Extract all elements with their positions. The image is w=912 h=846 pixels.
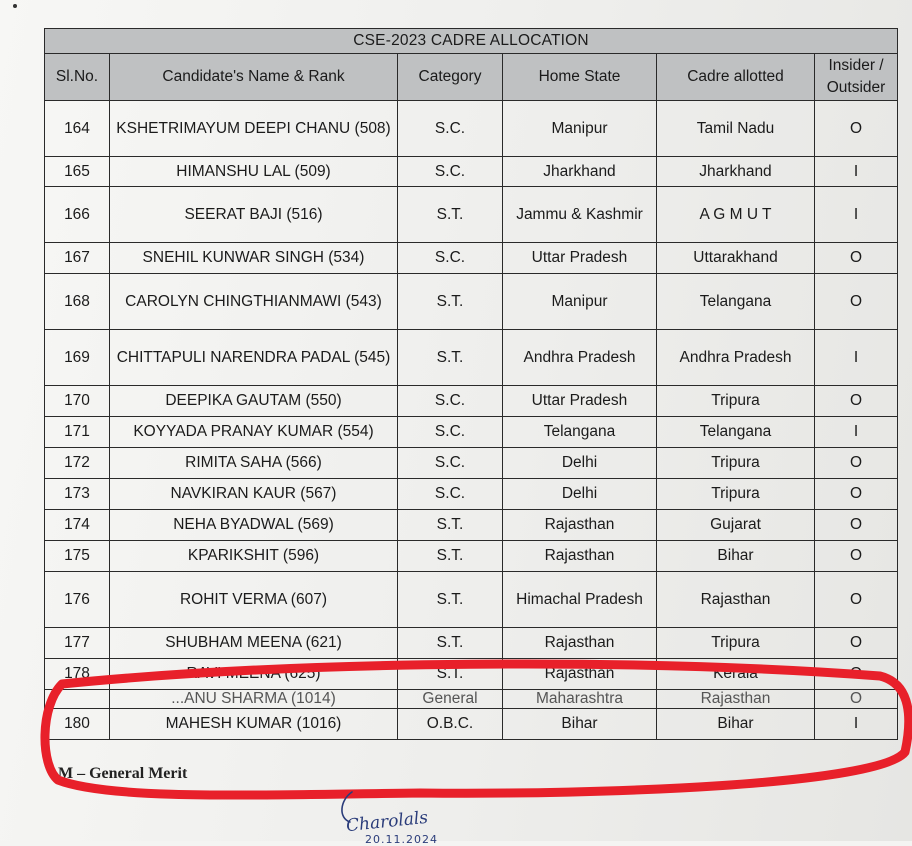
table-title: CSE-2023 CADRE ALLOCATION bbox=[45, 29, 898, 54]
cell-home-state: Rajasthan bbox=[503, 628, 657, 659]
cell-candidate: KSHETRIMAYUM DEEPI CHANU (508) bbox=[110, 101, 398, 157]
cell-cadre: Tripura bbox=[657, 448, 815, 479]
scan-mark bbox=[13, 4, 17, 8]
cell-category: General bbox=[398, 690, 503, 709]
cell-category: S.T. bbox=[398, 572, 503, 628]
cell-candidate: MAHESH KUMAR (1016) bbox=[110, 709, 398, 740]
cell-insider-outsider: O bbox=[815, 479, 898, 510]
cell-candidate: NAVKIRAN KAUR (567) bbox=[110, 479, 398, 510]
table-row-partially-obscured bbox=[45, 690, 898, 709]
cell-candidate: SEERAT BAJI (516) bbox=[110, 187, 398, 243]
cell-cadre: Tamil Nadu bbox=[657, 101, 815, 157]
cell-candidate: HIMANSHU LAL (509) bbox=[110, 157, 398, 187]
cell-insider-outsider: O bbox=[815, 510, 898, 541]
table-row bbox=[45, 187, 898, 243]
cell-sl-no: 180 bbox=[45, 709, 110, 740]
cell-insider-outsider: O bbox=[815, 274, 898, 330]
cell-cadre: Andhra Pradesh bbox=[657, 330, 815, 386]
cell-insider-outsider: I bbox=[815, 709, 898, 740]
cell-category: S.T. bbox=[398, 330, 503, 386]
cell-candidate: KOYYADA PRANAY KUMAR (554) bbox=[110, 417, 398, 448]
footer-note: M – General Merit bbox=[58, 765, 188, 782]
cell-home-state: Rajasthan bbox=[503, 659, 657, 690]
cell-home-state: Jammu & Kashmir bbox=[503, 187, 657, 243]
cell-candidate: CHITTAPULI NARENDRA PADAL (545) bbox=[110, 330, 398, 386]
cell-cadre: Telangana bbox=[657, 417, 815, 448]
cell-sl-no: 177 bbox=[45, 628, 110, 659]
cell-insider-outsider: O bbox=[815, 690, 898, 709]
cell-category: O.B.C. bbox=[398, 709, 503, 740]
table-row bbox=[45, 417, 898, 448]
cell-insider-outsider: O bbox=[815, 386, 898, 417]
header-sl-no: Sl.No. bbox=[45, 54, 110, 101]
cell-cadre: Uttarakhand bbox=[657, 243, 815, 274]
cell-sl-no: 167 bbox=[45, 243, 110, 274]
cell-category: S.C. bbox=[398, 386, 503, 417]
cell-home-state: Rajasthan bbox=[503, 541, 657, 572]
cell-sl-no: 169 bbox=[45, 330, 110, 386]
cell-cadre: Tripura bbox=[657, 386, 815, 417]
header-insider-outsider: Insider / Outsider bbox=[815, 54, 898, 101]
cell-home-state: Manipur bbox=[503, 101, 657, 157]
cell-insider-outsider: O bbox=[815, 243, 898, 274]
table-row bbox=[45, 330, 898, 386]
cell-home-state: Andhra Pradesh bbox=[503, 330, 657, 386]
cell-category: S.T. bbox=[398, 274, 503, 330]
cell-cadre: Jharkhand bbox=[657, 157, 815, 187]
cell-sl-no: 173 bbox=[45, 479, 110, 510]
cell-home-state: Himachal Pradesh bbox=[503, 572, 657, 628]
table-row bbox=[45, 572, 898, 628]
cell-category: S.C. bbox=[398, 448, 503, 479]
cell-category: S.C. bbox=[398, 417, 503, 448]
header-cadre-allotted: Cadre allotted bbox=[657, 54, 815, 101]
cell-candidate: ROHIT VERMA (607) bbox=[110, 572, 398, 628]
cell-sl-no: 168 bbox=[45, 274, 110, 330]
table-row bbox=[45, 101, 898, 157]
signature: Charolals bbox=[345, 807, 430, 837]
cell-candidate: ...ANU SHARMA (1014) bbox=[110, 690, 398, 709]
cell-insider-outsider: O bbox=[815, 101, 898, 157]
cell-category: S.C. bbox=[398, 479, 503, 510]
cell-cadre: A G M U T bbox=[657, 187, 815, 243]
cell-category: S.C. bbox=[398, 243, 503, 274]
cell-cadre: Rajasthan bbox=[657, 572, 815, 628]
cell-category: S.T. bbox=[398, 659, 503, 690]
cell-sl-no: 178 bbox=[45, 659, 110, 690]
header-home-state: Home State bbox=[503, 54, 657, 101]
table-row bbox=[45, 479, 898, 510]
cell-candidate: DEEPIKA GAUTAM (550) bbox=[110, 386, 398, 417]
cell-sl-no: 165 bbox=[45, 157, 110, 187]
cell-home-state: Delhi bbox=[503, 479, 657, 510]
cell-cadre: Telangana bbox=[657, 274, 815, 330]
cell-sl-no bbox=[45, 690, 110, 709]
table-row bbox=[45, 386, 898, 417]
cell-sl-no: 164 bbox=[45, 101, 110, 157]
cell-home-state: Uttar Pradesh bbox=[503, 386, 657, 417]
cell-insider-outsider: O bbox=[815, 448, 898, 479]
header-category: Category bbox=[398, 54, 503, 101]
cell-category: S.T. bbox=[398, 628, 503, 659]
cell-category: S.T. bbox=[398, 187, 503, 243]
cell-insider-outsider: O bbox=[815, 628, 898, 659]
table-row bbox=[45, 274, 898, 330]
cell-candidate: RAVI MEENA (625) bbox=[110, 659, 398, 690]
cell-cadre: Kerala bbox=[657, 659, 815, 690]
signature-date: 20.11.2024 bbox=[365, 833, 438, 846]
cell-cadre: Tripura bbox=[657, 628, 815, 659]
table-row bbox=[45, 659, 898, 690]
cell-home-state: Jharkhand bbox=[503, 157, 657, 187]
table-row bbox=[45, 510, 898, 541]
cell-candidate: RIMITA SAHA (566) bbox=[110, 448, 398, 479]
cadre-allocation-table bbox=[44, 28, 898, 740]
cell-home-state: Bihar bbox=[503, 709, 657, 740]
cell-home-state: Manipur bbox=[503, 274, 657, 330]
cell-cadre: Gujarat bbox=[657, 510, 815, 541]
cell-insider-outsider: I bbox=[815, 157, 898, 187]
cell-sl-no: 174 bbox=[45, 510, 110, 541]
cell-candidate: CAROLYN CHINGTHIANMAWI (543) bbox=[110, 274, 398, 330]
cell-cadre: Rajasthan bbox=[657, 690, 815, 709]
cell-insider-outsider: O bbox=[815, 659, 898, 690]
cell-insider-outsider: I bbox=[815, 330, 898, 386]
header-candidate-name-rank: Candidate's Name & Rank bbox=[110, 54, 398, 101]
table-row bbox=[45, 448, 898, 479]
cell-candidate: SHUBHAM MEENA (621) bbox=[110, 628, 398, 659]
table-row-highlighted bbox=[45, 709, 898, 740]
cell-home-state: Delhi bbox=[503, 448, 657, 479]
table-row bbox=[45, 628, 898, 659]
cell-home-state: Rajasthan bbox=[503, 510, 657, 541]
cell-home-state: Uttar Pradesh bbox=[503, 243, 657, 274]
cell-insider-outsider: O bbox=[815, 572, 898, 628]
cell-category: S.T. bbox=[398, 541, 503, 572]
cell-cadre: Tripura bbox=[657, 479, 815, 510]
cell-category: S.C. bbox=[398, 101, 503, 157]
cell-home-state: Telangana bbox=[503, 417, 657, 448]
cell-sl-no: 175 bbox=[45, 541, 110, 572]
cell-sl-no: 172 bbox=[45, 448, 110, 479]
cell-cadre: Bihar bbox=[657, 541, 815, 572]
cell-category: S.T. bbox=[398, 510, 503, 541]
cell-insider-outsider: I bbox=[815, 417, 898, 448]
cell-home-state: Maharashtra bbox=[503, 690, 657, 709]
cell-insider-outsider: O bbox=[815, 541, 898, 572]
cell-category: S.C. bbox=[398, 157, 503, 187]
cell-sl-no: 166 bbox=[45, 187, 110, 243]
table-row bbox=[45, 243, 898, 274]
cell-candidate: SNEHIL KUNWAR SINGH (534) bbox=[110, 243, 398, 274]
cell-sl-no: 170 bbox=[45, 386, 110, 417]
cell-sl-no: 171 bbox=[45, 417, 110, 448]
cell-insider-outsider: I bbox=[815, 187, 898, 243]
table-row bbox=[45, 541, 898, 572]
cell-candidate: NEHA BYADWAL (569) bbox=[110, 510, 398, 541]
table-row bbox=[45, 157, 898, 187]
cell-sl-no: 176 bbox=[45, 572, 110, 628]
cell-cadre: Bihar bbox=[657, 709, 815, 740]
cell-candidate: KPARIKSHIT (596) bbox=[110, 541, 398, 572]
